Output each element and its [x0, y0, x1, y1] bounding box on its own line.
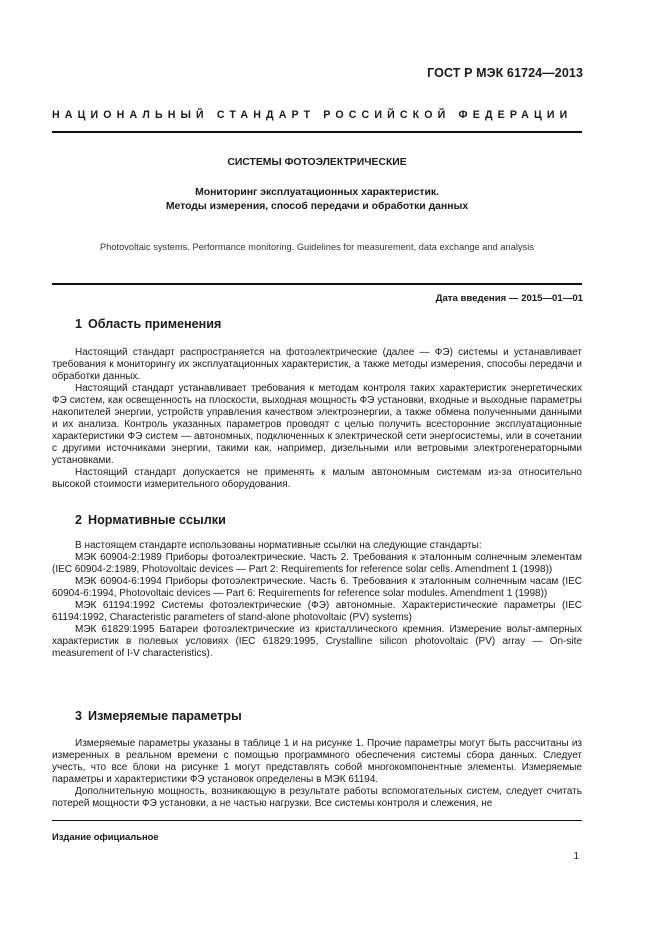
paragraph: Настоящий стандарт устанавливает требования к методам контроля таких характеристик энергетических ФЭ систем, как освещенность на плоскости, выходная мощность ФЭ установки, входные и выходные параметры накопителей энергии, устройств управления качеством электроэнергии, а также обмена полученными данными и их анализа. Контроль указанных параметров проводят с целью получить всесторонние эксплуатационные характеристики ФЭ систем — автономных, подключенных к электрической сети энергосистемы, или в сочетании с другими источниками энергии, такими как, например, дизельными или ветровыми электрогенераторными установками. — [52, 383, 582, 466]
section-body-measured-parameters — [52, 738, 582, 810]
section-title: Измеряемые параметры — [88, 709, 242, 723]
section-number: 3 — [75, 709, 83, 723]
document-code: ГОСТ Р МЭК 61724—2013 — [427, 66, 583, 80]
section-number: 2 — [75, 513, 83, 527]
english-title: Photovoltaic systems. Performance monitoring. Guidelines for measurement, data exchange and analysis — [100, 242, 534, 252]
title-rule — [52, 283, 582, 285]
subtitle-line-2: Методы измерения, способ передачи и обработки данных — [165, 201, 469, 212]
section-body-scope — [52, 347, 582, 491]
section-heading-normative-references — [75, 513, 226, 527]
introduction-date: Дата введения — 2015—01—01 — [435, 293, 583, 304]
section-heading-measured-parameters — [75, 709, 242, 723]
paragraph: В настоящем стандарте использованы нормативные ссылки на следующие стандарты: — [75, 540, 482, 551]
page-number: 1 — [573, 851, 579, 862]
section-body-normative-references — [52, 540, 582, 660]
paragraph: Настоящий стандарт допускается не применять к малым автономным системам из-за относительно высокой стоимости измерительного оборудования. — [52, 467, 582, 490]
footer-rule — [52, 820, 582, 821]
national-standard-banner: НАЦИОНАЛЬНЫЙ СТАНДАРТ РОССИЙСКОЙ ФЕДЕРАЦИИ — [52, 109, 573, 121]
paragraph: Измеряемые параметры указаны в таблице 1 и на рисунке 1. Прочие параметры могут быть рассчитаны из измеренных в реальном времени с помощью программного обеспечения системы сбора данных. Следует учесть, что все блоки на рисунке 1 могут представлять собой многокомпонентные элементы. Измеряемые параметры и характеристики ФЭ установок определены в МЭК 61194. — [52, 738, 582, 785]
paragraph: Настоящий стандарт распространяется на фотоэлектрические (далее — ФЭ) системы и устанавливает требования к мониторингу их эксплуатационных характеристик, а также методы измерения, способы передачи и обработки данных. — [52, 347, 582, 382]
section-title: Нормативные ссылки — [88, 513, 226, 527]
reference-item: МЭК 61194:1992 Системы фотоэлектрические (ФЭ) автономные. Характеристические параметры (IEC 61194:1992, Characteristic parameters of stand-alone photovoltaic (PV) systems) — [52, 600, 582, 623]
section-heading-scope — [75, 317, 221, 331]
header-rule — [52, 131, 582, 133]
paragraph: Дополнительную мощность, возникающую в результате работы вспомогательных систем, следует считать потерей мощности ФЭ установки, а не частью нагрузки. Все системы контроля и слежения, не — [52, 786, 582, 809]
reference-item: МЭК 60904-2:1989 Приборы фотоэлектрические. Часть 2. Требования к эталонным солнечным элементам (IEC 60904-2:1989, Photovoltaic devices — Part 2: Requirements for reference solar cells. Amendment 1 (1998)) — [52, 552, 582, 575]
official-edition-label: Издание официальное — [52, 831, 159, 842]
section-title: Область применения — [88, 317, 222, 331]
section-number: 1 — [75, 317, 83, 331]
document-title: СИСТЕМЫ ФОТОЭЛЕКТРИЧЕСКИЕ — [227, 157, 407, 168]
subtitle-line-1: Мониторинг эксплуатационных характеристик. — [195, 187, 439, 198]
document-subtitle — [52, 186, 582, 214]
reference-item: МЭК 60904-6:1994 Приборы фотоэлектрические. Часть 6. Требования к эталонным солнечным часам (IEC 60904-6:1994, Photovoltaic devices — Part 6: Requirements for reference solar modules. Amendment 1 (1998)) — [52, 576, 582, 599]
reference-item: МЭК 61829:1995 Батареи фотоэлектрические из кристаллического кремния. Измерение вольт-амперных характеристик в полевых условиях (IEC 61829:1995, Crystalline silicon photovoltaic (PV) array — On-site measurement of I-V characteristics). — [52, 624, 582, 659]
